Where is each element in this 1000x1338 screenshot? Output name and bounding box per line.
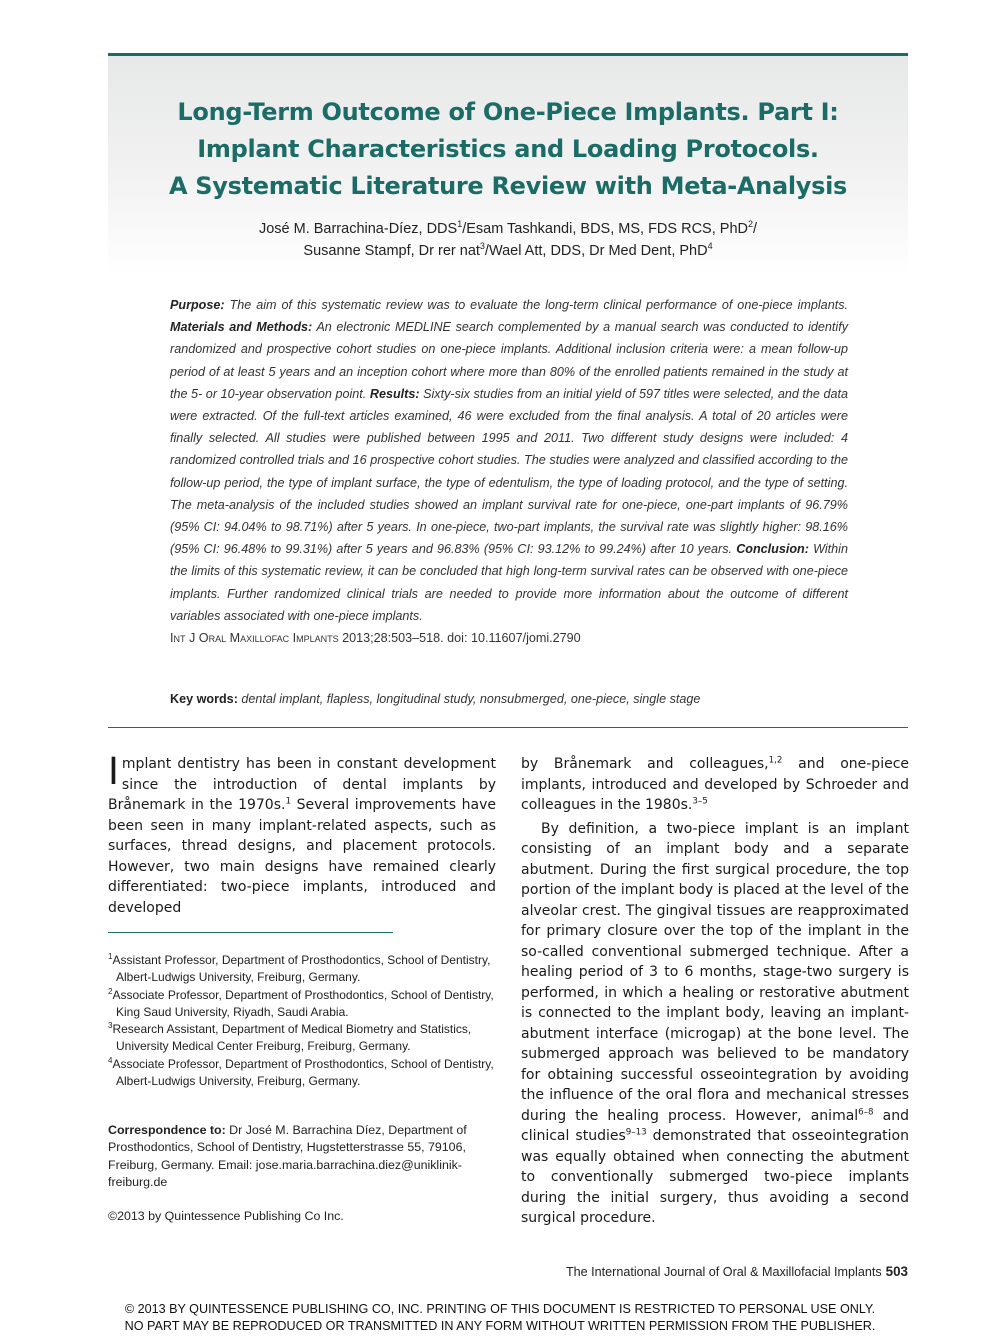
article-title: [108, 94, 908, 205]
reference-mark: 1: [285, 796, 291, 807]
abstract-purpose-label: Purpose:: [170, 298, 225, 312]
author-name: Susanne Stampf, Dr rer nat: [303, 243, 480, 259]
body-text: and clinical studies: [521, 1107, 909, 1144]
footnote-text: Research Assistant, Department of Medical Biometry and Statistics, University Medical Center Freiburg, Freiburg, Germany.: [112, 1022, 472, 1054]
abstract-conclusion-text: Within the limits of this systematic review, it can be concluded that high long-term survival rates can be observed with one-piece implants. Further randomized clinical trials are needed to provide more information about the outcome of different variables associated with one-piece implants.: [170, 542, 848, 623]
body-column-left: [108, 750, 496, 918]
body-text: mplant dentistry has been in constant development since the introduction of dental implants by Brånemark in the 1970s.: [108, 756, 496, 813]
abstract-methods-text: An electronic MEDLINE search complemented by a manual search was conducted to identify randomized and prospective cohort studies on one-piece implants. Additional inclusion criteria were: a mean follow-up period of at least 5 years and an inception cohort where more than 80% of the enrolled patients remained in the study at the 5- or 10-year observation point.: [170, 320, 848, 401]
footnote-item: [108, 1056, 508, 1091]
body-paragraph: [108, 750, 496, 918]
abstract: [170, 294, 848, 649]
abstract-conclusion-label: Conclusion:: [736, 542, 809, 557]
author-line: [108, 240, 908, 262]
author-name: Esam Tashkandi, BDS, MS, FDS RCS, PhD: [466, 221, 748, 237]
reference-mark: 1,2: [768, 755, 783, 766]
author-affiliation-mark: 1: [457, 219, 463, 230]
footnote-number: 2: [108, 986, 113, 996]
author-list: [108, 218, 908, 262]
correspondence-label: Correspondence to:: [108, 1123, 226, 1137]
legal-notice: [0, 1301, 1000, 1335]
journal-name: The International Journal of Oral & Maxillofacial Implants: [565, 1265, 882, 1279]
footnote-text: Associate Professor, Department of Prosthodontics, School of Dentistry, King Saud University, Riyadh, Saudi Arabia.: [112, 987, 494, 1019]
footnote-item: [108, 1021, 508, 1056]
correspondence-text: Dr José M. Barrachina Díez, Department of Prosthodontics, School of Dentistry, Hugstetterstrasse 55, 79106, Freiburg, Germany. Email: jose.maria.barrachina.diez@uniklinik-freiburg.de: [108, 1123, 467, 1189]
reference-mark: 9–13: [625, 1127, 647, 1138]
author-separator: /: [484, 243, 489, 259]
body-text: demonstrated that osseointegration was equally obtained when connecting the abutment to conventionally submerged two-piece implants during the initial surgery, thus avoiding a second surgical procedure.: [521, 1128, 909, 1226]
abstract-methods-label: Materials and Methods:: [170, 320, 313, 335]
author-separator: /: [462, 221, 467, 237]
abstract-results-label: Results:: [369, 386, 420, 401]
keywords-label: Key words:: [170, 692, 238, 706]
citation-journal: Int J Oral Maxillofac Implants: [170, 631, 339, 646]
section-divider: [108, 727, 908, 728]
footnote-number: 4: [108, 1055, 113, 1065]
abstract-purpose-text: The aim of this systematic review was to evaluate the long-term clinical performance of one-piece implants.: [224, 298, 848, 312]
author-separator: /: [753, 221, 758, 237]
footnote-number: 1: [108, 952, 113, 961]
title-line: A Systematic Literature Review with Meta-Analysis: [168, 172, 848, 200]
citation-details: 2013;28:503–518. doi: 10.11607/jomi.2790: [338, 631, 581, 646]
copyright-line: ©2013 by Quintessence Publishing Co Inc.: [108, 1209, 344, 1223]
keywords: [170, 692, 870, 706]
legal-line: NO PART MAY BE REPRODUCED OR TRANSMITTED IN ANY FORM WITHOUT WRITTEN PERMISSION FROM THE PUBLISHER.: [124, 1319, 876, 1333]
footnote-number: 3: [108, 1021, 113, 1031]
author-affiliation-mark: 2: [748, 219, 753, 230]
legal-line: © 2013 BY QUINTESSENCE PUBLISHING CO, INC. PRINTING OF THIS DOCUMENT IS RESTRICTED TO PERSONAL USE ONLY.: [124, 1302, 876, 1316]
body-paragraph: [521, 754, 909, 816]
correspondence-note: [108, 1122, 498, 1191]
footnote-rule: [108, 932, 393, 933]
abstract-results-text: Sixty-six studies from an initial yield of 597 titles were selected, and the data were extracted. Of the full-text articles examined, 46 were excluded from the final analysis. A total of 20 articles were finally selected. All studies were published between 1995 and 2011. Two different study designs were included: 4 randomized controlled trials and 16 prospective cohort studies. The studies were analyzed and classified according to the follow-up period, the type of implant surface, the type of edentulism, the type of loading protocol, and the type of setting. The meta-analysis of the included studies showed an implant survival rate for one-piece, one-part implants of 96.79% (95% CI: 94.04% to 98.71%) after 5 years. In one-piece, two-part implants, the survival rate was slightly higher: 98.16% (95% CI: 96.48% to 99.31%) after 5 years and 96.83% (95% CI: 93.12% to 99.24%) after 10 years.: [170, 386, 848, 557]
body-paragraph: [521, 819, 909, 1229]
author-name: Wael Att, DDS, Dr Med Dent, PhD: [488, 243, 708, 259]
reference-mark: 6–8: [858, 1106, 874, 1117]
body-text: Several improvements have been seen in many implant-related aspects, such as surfaces, thread designs, and placement protocols. However, two main designs have remained clearly differentiated: two-piece implants, introduced and developed: [108, 797, 496, 916]
body-text: by Brånemark and colleagues,: [521, 756, 769, 772]
reference-mark: 3–5: [692, 796, 708, 807]
drop-cap: I: [108, 750, 119, 793]
author-affiliation-mark: 4: [707, 241, 713, 252]
journal-footer: [420, 1264, 908, 1279]
footnote-item: [108, 987, 508, 1022]
affiliation-footnotes: [108, 952, 508, 1090]
body-column-right: [521, 754, 909, 1229]
keywords-text: dental implant, flapless, longitudinal study, nonsubmerged, one-piece, single stage: [237, 692, 701, 706]
footnote-text: Assistant Professor, Department of Prosthodontics, School of Dentistry, Albert-Ludwigs University, Freiburg, Germany.: [112, 953, 491, 985]
author-line: [108, 218, 908, 240]
footnote-text: Associate Professor, Department of Prosthodontics, School of Dentistry, Albert-Ludwigs University, Freiburg, Germany.: [112, 1056, 494, 1089]
body-text: and one-piece implants, introduced and developed by Schroeder and colleagues in the 1980s.: [521, 756, 910, 813]
footnote-item: [108, 952, 508, 987]
body-text: By definition, a two-piece implant is an implant consisting of an implant body and a separate abutment. During the first surgical procedure, the top portion of the implant body is placed at the level of the alveolar crest. The gingival tissues are reapproximated for primary closure over the top of the implant in the so-called conventional submerged technique. After a healing period of 3 to 6 months, stage-two surgery is performed, in which a healing or restorative abutment is connected to the implant body, leaving an implant-abutment interface (microgap) at the bone level. The submerged approach was believed to be mandatory for obtaining successful osseointegration by avoiding the influence of the oral flora and mechanical stresses during the healing process. However, animal: [521, 820, 909, 1124]
title-line: Long-Term Outcome of One-Piece Implants. Part I:: [177, 98, 839, 126]
author-affiliation-mark: 3: [479, 241, 485, 252]
author-name: José M. Barrachina-Díez, DDS: [258, 221, 458, 237]
page-number: 503: [885, 1264, 908, 1279]
title-line: Implant Characteristics and Loading Protocols.: [197, 135, 819, 163]
